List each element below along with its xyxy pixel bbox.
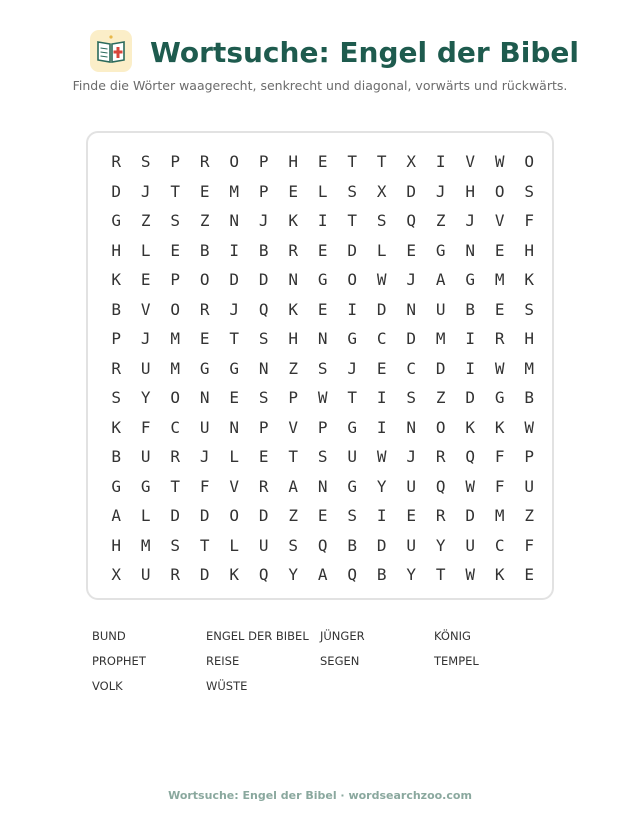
grid-cell: V <box>494 211 505 230</box>
grid-cell: F <box>524 535 535 555</box>
grid-cell: E <box>317 152 328 171</box>
grid-cell: E <box>524 565 535 584</box>
grid-cell: E <box>199 329 210 348</box>
grid-cell: M <box>494 270 505 289</box>
grid-cell: Z <box>435 211 446 230</box>
grid-cell: B <box>524 388 535 407</box>
grid-cell: O <box>494 181 505 201</box>
grid-cell: I <box>317 211 328 230</box>
grid-cell: G <box>140 476 151 496</box>
grid-cell: J <box>199 447 210 466</box>
grid-cell: P <box>317 417 328 437</box>
grid-cell: E <box>199 181 210 201</box>
grid-cell: S <box>347 181 358 201</box>
grid-cell: G <box>317 270 328 289</box>
grid-cell: R <box>111 152 122 171</box>
header <box>0 28 640 76</box>
grid-cell: Q <box>347 565 358 584</box>
grid-cell: L <box>229 447 240 466</box>
grid-cell: I <box>347 299 358 319</box>
grid-cell: J <box>435 181 446 201</box>
grid-cell: S <box>406 388 417 407</box>
grid-cell: K <box>111 417 122 437</box>
grid-cell: T <box>170 476 181 496</box>
grid-cell: K <box>229 565 240 584</box>
grid-row <box>88 442 552 472</box>
grid-row <box>88 236 552 266</box>
grid-cell: E <box>229 388 240 407</box>
grid-cell: Z <box>199 211 210 230</box>
grid-cell: M <box>140 535 151 555</box>
grid-cell: E <box>140 270 151 289</box>
grid-row <box>88 265 552 295</box>
grid-cell: C <box>376 329 387 348</box>
grid-cell: U <box>406 476 417 496</box>
grid-cell: S <box>258 329 269 348</box>
grid-cell: U <box>258 535 269 555</box>
grid-cell: D <box>199 506 210 525</box>
grid-cell: A <box>317 565 328 584</box>
grid-cell: K <box>288 299 299 319</box>
grid-cell: Y <box>406 565 417 584</box>
instructions: Finde die Wörter waagerecht, senkrecht und diagonal, vorwärts und rückwärts. <box>72 78 568 93</box>
grid-cell: F <box>494 447 505 466</box>
grid-cell: U <box>140 447 151 466</box>
grid-cell: J <box>465 211 476 230</box>
grid-cell: G <box>347 476 358 496</box>
grid-cell: O <box>347 270 358 289</box>
grid-cell: J <box>140 181 151 201</box>
grid-cell: G <box>111 211 122 230</box>
grid-cell: Y <box>140 388 151 407</box>
word-list-item: ENGEL DER BIBEL <box>206 629 309 643</box>
grid-cell: I <box>376 506 387 525</box>
grid-cell: A <box>111 506 122 525</box>
grid-cell: W <box>376 270 387 289</box>
grid-cell: W <box>494 152 505 171</box>
grid-cell: E <box>317 240 328 260</box>
grid-cell: D <box>435 358 446 378</box>
grid-cell: T <box>347 211 358 230</box>
grid-cell: S <box>347 506 358 525</box>
grid-cell: N <box>288 270 299 289</box>
grid-cell: M <box>170 329 181 348</box>
grid-cell: M <box>435 329 446 348</box>
grid-cell: C <box>406 358 417 378</box>
grid-cell: I <box>465 358 476 378</box>
grid-cell: U <box>465 535 476 555</box>
grid-row <box>88 354 552 384</box>
grid-cell: U <box>524 476 535 496</box>
grid-cell: E <box>494 299 505 319</box>
grid-cell: H <box>288 152 299 171</box>
word-list-item: SEGEN <box>320 654 360 668</box>
grid-cell: H <box>465 181 476 201</box>
grid-cell: D <box>465 506 476 525</box>
grid-cell: L <box>140 506 151 525</box>
grid-cell: B <box>465 299 476 319</box>
grid-cell: R <box>435 447 446 466</box>
page-title: Wortsuche: Engel der Bibel <box>150 36 579 69</box>
grid-cell: O <box>199 270 210 289</box>
grid-cell: Q <box>465 447 476 466</box>
grid-cell: N <box>317 476 328 496</box>
grid-row <box>88 531 552 561</box>
grid-cell: D <box>406 329 417 348</box>
grid-cell: O <box>435 417 446 437</box>
grid-cell: T <box>170 181 181 201</box>
grid-cell: Y <box>376 476 387 496</box>
grid-cell: Q <box>317 535 328 555</box>
grid-cell: E <box>494 240 505 260</box>
grid-cell: T <box>347 152 358 171</box>
grid-cell: R <box>170 447 181 466</box>
grid-cell: E <box>317 299 328 319</box>
grid-cell: W <box>376 447 387 466</box>
grid-cell: L <box>229 535 240 555</box>
grid-cell: W <box>465 476 476 496</box>
grid-cell: H <box>524 240 535 260</box>
grid-cell: K <box>465 417 476 437</box>
grid-cell: S <box>170 211 181 230</box>
grid-cell: D <box>229 270 240 289</box>
grid-cell: D <box>258 506 269 525</box>
grid-cell: Z <box>435 388 446 407</box>
grid-cell: P <box>258 417 269 437</box>
grid-cell: U <box>347 447 358 466</box>
grid-cell: R <box>258 476 269 496</box>
grid-cell: N <box>406 417 417 437</box>
grid-cell: U <box>435 299 446 319</box>
grid-cell: G <box>494 388 505 407</box>
grid-cell: X <box>111 565 122 584</box>
grid-cell: B <box>347 535 358 555</box>
footer: Wortsuche: Engel der Bibel · wordsearchzoo.com <box>168 789 472 802</box>
grid-cell: G <box>111 476 122 496</box>
grid-cell: D <box>258 270 269 289</box>
grid-cell: O <box>170 388 181 407</box>
grid-cell: Z <box>288 506 299 525</box>
grid-cell: W <box>494 358 505 378</box>
word-list-item: KÖNIG <box>434 629 471 643</box>
grid-cell: S <box>524 181 535 201</box>
grid-cell: P <box>170 152 181 171</box>
grid-cell: B <box>376 565 387 584</box>
grid-cell: S <box>258 388 269 407</box>
grid-cell: F <box>524 211 535 230</box>
grid-cell: T <box>435 565 446 584</box>
grid-cell: E <box>258 447 269 466</box>
grid-cell: R <box>111 358 122 378</box>
grid-cell: U <box>406 535 417 555</box>
grid-cell: R <box>170 565 181 584</box>
grid-row <box>88 177 552 207</box>
grid-cell: V <box>288 417 299 437</box>
grid-cell: F <box>494 476 505 496</box>
grid-cell: L <box>140 240 151 260</box>
grid-cell: J <box>229 299 240 319</box>
grid-cell: Z <box>288 358 299 378</box>
grid-cell: E <box>317 506 328 525</box>
grid-cell: I <box>435 152 446 171</box>
grid-cell: V <box>465 152 476 171</box>
grid-cell: S <box>376 211 387 230</box>
grid-cell: G <box>347 417 358 437</box>
grid-cell: T <box>229 329 240 348</box>
grid-cell: V <box>140 299 151 319</box>
grid-cell: D <box>199 565 210 584</box>
grid-cell: E <box>406 240 417 260</box>
word-list-item: PROPHET <box>92 654 146 668</box>
grid-cell: C <box>170 417 181 437</box>
grid-cell: J <box>347 358 358 378</box>
grid-row <box>88 413 552 443</box>
grid-cell: N <box>258 358 269 378</box>
grid-cell: Z <box>140 211 151 230</box>
grid-cell: G <box>465 270 476 289</box>
grid-cell: G <box>435 240 446 260</box>
letter-grid <box>86 131 554 600</box>
grid-cell: N <box>229 417 240 437</box>
grid-cell: R <box>494 329 505 348</box>
grid-cell: J <box>140 329 151 348</box>
grid-cell: B <box>199 240 210 260</box>
grid-cell: D <box>465 388 476 407</box>
grid-cell: Q <box>435 476 446 496</box>
grid-cell: W <box>524 417 535 437</box>
grid-cell: C <box>494 535 505 555</box>
grid-cell: S <box>111 388 122 407</box>
grid-cell: K <box>494 565 505 584</box>
grid-cell: R <box>199 299 210 319</box>
grid-cell: E <box>406 506 417 525</box>
grid-cell: B <box>111 447 122 466</box>
grid-cell: N <box>199 388 210 407</box>
grid-cell: I <box>376 417 387 437</box>
grid-cell: S <box>170 535 181 555</box>
grid-cell: P <box>258 152 269 171</box>
grid-cell: E <box>170 240 181 260</box>
grid-cell: G <box>347 329 358 348</box>
word-list-item: JÜNGER <box>320 629 365 643</box>
grid-cell: V <box>229 476 240 496</box>
grid-cell: O <box>524 152 535 171</box>
grid-cell: K <box>524 270 535 289</box>
grid-cell: R <box>288 240 299 260</box>
grid-cell: O <box>229 152 240 171</box>
grid-cell: N <box>229 211 240 230</box>
grid-cell: Q <box>258 565 269 584</box>
grid-cell: N <box>406 299 417 319</box>
grid-cell: S <box>317 358 328 378</box>
grid-cell: L <box>317 181 328 201</box>
grid-cell: A <box>435 270 446 289</box>
grid-cell: M <box>170 358 181 378</box>
grid-cell: K <box>288 211 299 230</box>
grid-cell: S <box>140 152 151 171</box>
grid-cell: R <box>199 152 210 171</box>
grid-row <box>88 560 552 590</box>
grid-cell: H <box>288 329 299 348</box>
grid-cell: T <box>347 388 358 407</box>
grid-cell: T <box>199 535 210 555</box>
word-list-item: TEMPEL <box>434 654 479 668</box>
grid-cell: T <box>288 447 299 466</box>
grid-cell: D <box>406 181 417 201</box>
grid-cell: P <box>170 270 181 289</box>
grid-cell: S <box>317 447 328 466</box>
grid-cell: M <box>229 181 240 201</box>
grid-cell: R <box>435 506 446 525</box>
grid-cell: U <box>199 417 210 437</box>
grid-cell: J <box>258 211 269 230</box>
grid-cell: I <box>465 329 476 348</box>
grid-row <box>88 206 552 236</box>
word-list-item: VOLK <box>92 679 123 693</box>
grid-cell: X <box>376 181 387 201</box>
grid-cell: T <box>376 152 387 171</box>
grid-cell: S <box>524 299 535 319</box>
grid-cell: H <box>524 329 535 348</box>
grid-cell: X <box>406 152 417 171</box>
grid-cell: F <box>140 417 151 437</box>
grid-cell: Q <box>258 299 269 319</box>
grid-cell: Y <box>435 535 446 555</box>
grid-cell: I <box>229 240 240 260</box>
grid-cell: O <box>170 299 181 319</box>
grid-cell: E <box>376 358 387 378</box>
grid-cell: B <box>111 299 122 319</box>
grid-cell: G <box>199 358 210 378</box>
grid-cell: A <box>288 476 299 496</box>
grid-cell: E <box>288 181 299 201</box>
grid-cell: D <box>376 535 387 555</box>
grid-cell: M <box>524 358 535 378</box>
grid-cell: P <box>258 181 269 201</box>
grid-row <box>88 147 552 177</box>
grid-cell: F <box>199 476 210 496</box>
open-bible-icon <box>90 30 132 72</box>
grid-cell: K <box>111 270 122 289</box>
grid-cell: L <box>376 240 387 260</box>
grid-cell: P <box>524 447 535 466</box>
grid-cell: P <box>111 329 122 348</box>
grid-cell: W <box>465 565 476 584</box>
grid-cell: D <box>347 240 358 260</box>
grid-cell: U <box>140 358 151 378</box>
grid-row <box>88 501 552 531</box>
grid-cell: Y <box>288 565 299 584</box>
grid-cell: Q <box>406 211 417 230</box>
grid-cell: J <box>406 270 417 289</box>
grid-cell: N <box>465 240 476 260</box>
grid-cell: S <box>288 535 299 555</box>
grid-row <box>88 324 552 354</box>
grid-cell: O <box>229 506 240 525</box>
word-list-item: WÜSTE <box>206 679 248 693</box>
grid-cell: H <box>111 535 122 555</box>
grid-cell: B <box>258 240 269 260</box>
word-list-item: REISE <box>206 654 240 668</box>
grid-cell: P <box>288 388 299 407</box>
grid-cell: W <box>317 388 328 407</box>
grid-cell: H <box>111 240 122 260</box>
grid-cell: N <box>317 329 328 348</box>
grid-cell: I <box>376 388 387 407</box>
grid-cell: K <box>494 417 505 437</box>
grid-cell: D <box>376 299 387 319</box>
grid-cell: M <box>494 506 505 525</box>
grid-cell: D <box>111 181 122 201</box>
grid-cell: U <box>140 565 151 584</box>
grid-cell: J <box>406 447 417 466</box>
grid-cell: Z <box>524 506 535 525</box>
grid-row <box>88 472 552 502</box>
grid-row <box>88 383 552 413</box>
grid-row <box>88 295 552 325</box>
grid-cell: D <box>170 506 181 525</box>
word-list-item: BUND <box>92 629 126 643</box>
grid-cell: G <box>229 358 240 378</box>
